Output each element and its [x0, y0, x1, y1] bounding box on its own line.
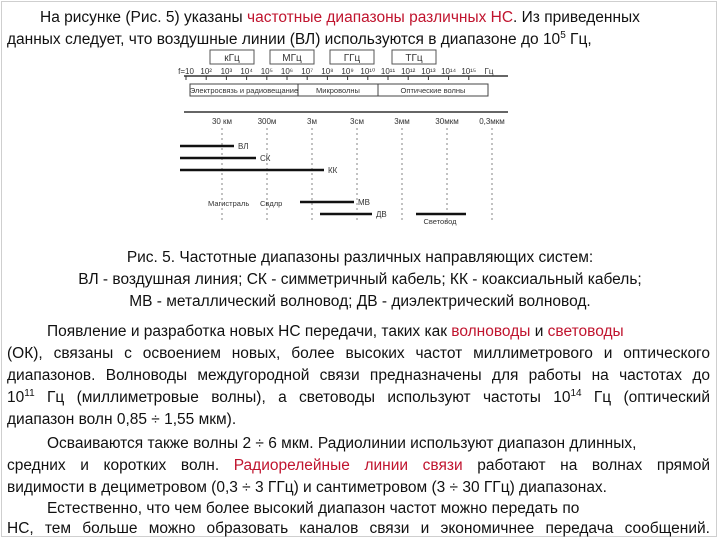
- frequency-tick-label: 10¹⁵: [461, 67, 477, 76]
- wavelength-tick-label: 0,3мкм: [479, 117, 505, 126]
- unit-ghz-label: ГГц: [343, 53, 361, 64]
- wavelength-tick-label: 30мкм: [435, 117, 459, 126]
- frequency-tick-label: 10⁵: [260, 67, 273, 76]
- unit-mhz-label: МГц: [282, 53, 302, 64]
- para1-line-3: диапазонов. Волноводы междугородной связи предназначены для работы на частотах до: [7, 367, 710, 384]
- system-label-dv: ДВ: [376, 210, 387, 219]
- frequency-tick-label: 10¹⁴: [441, 67, 457, 76]
- wavelength-tick-label: 30 км: [211, 117, 233, 126]
- para1-line-2: (ОК), связаны с освоением новых, более высоких частот миллиметрового и оптического: [7, 345, 710, 362]
- intro-text: На рисунке (Рис. 5) указаны: [40, 9, 248, 26]
- frequency-tick-label: 10⁴: [240, 67, 253, 76]
- bottom-label-2: Свдлр: [260, 199, 283, 208]
- para-text: работают на волнах прямой: [462, 457, 711, 474]
- figure-caption-line-1: Рис. 5. Частотные диапазоны различных направляющих систем:: [126, 249, 594, 266]
- system-label-vl: ВЛ: [238, 142, 249, 151]
- para1-line-5: диапазон волн 0,85 ÷ 1,55 мкм).: [7, 411, 237, 428]
- wavelength-tick-label: 3мм: [394, 117, 410, 126]
- system-label-kk: КК: [328, 166, 338, 175]
- para1-line-1: [47, 322, 624, 342]
- waveguides-link[interactable]: волноводы: [451, 323, 531, 340]
- intro-text: . Из приведенных: [513, 9, 640, 26]
- para-text: Появление и разработка новых НС передачи, таких как: [47, 323, 452, 340]
- para3-line-2: НС, тем больше можно образовать каналов связи и экономичнее передача сообщений.: [7, 520, 710, 537]
- frequency-tick-label: Гц: [484, 67, 494, 76]
- frequency-tick-label: 10¹¹: [380, 67, 396, 76]
- frequency-tick-label: 10⁹: [341, 67, 354, 76]
- para2-line-1: Осваиваются также волны 2 ÷ 6 мкм. Радиолинии используют диапазон длинных,: [47, 435, 637, 452]
- superscript: 5: [560, 30, 566, 41]
- system-label-sk: СК: [260, 154, 271, 163]
- frequency-tick-label: 10¹²: [401, 67, 416, 76]
- system-label-mv: МВ: [358, 198, 370, 207]
- para-text: и: [530, 323, 548, 340]
- para-text: Гц (оптический: [581, 389, 710, 406]
- frequency-tick-label: 10¹³: [421, 67, 436, 76]
- frequency-tick-label: 10⁶: [280, 67, 294, 76]
- para1-line-4: [7, 388, 710, 408]
- para-text: Гц (миллиметровые волны), а световоды используют частоты 10: [34, 389, 571, 406]
- frequency-tick-label: 10³: [220, 67, 233, 76]
- intro-text: Гц,: [565, 31, 592, 48]
- superscript: 11: [24, 388, 35, 399]
- unit-khz-label: кГц: [224, 53, 240, 64]
- frequency-tick-label: f=10: [178, 67, 194, 76]
- unit-thz-label: ТГц: [405, 53, 423, 64]
- radio-relay-link[interactable]: Радиорелейные линии связи: [233, 457, 463, 474]
- frequency-tick-label: 10¹⁰: [360, 67, 376, 76]
- intro-line-1: [40, 8, 640, 28]
- wavelength-tick-label: 300м: [257, 117, 277, 126]
- para3-line-1: Естественно, что чем более высокий диапазон частот можно передать по: [47, 500, 580, 517]
- intro-text: данных следует, что воздушные линии (ВЛ) используются в диапазоне до 10: [7, 31, 561, 48]
- band-microwave-label: Микроволны: [316, 86, 360, 95]
- superscript: 14: [570, 388, 582, 399]
- wavelength-tick-label: 3м: [307, 117, 317, 126]
- band-radio-label: Электросвязь и радиовещание: [189, 86, 299, 95]
- wavelength-tick-labels: [212, 117, 505, 126]
- figure-caption-line-3: МВ - металлический волновод; ДВ - диэлектрический волновод.: [129, 293, 591, 310]
- frequency-tick-labels: [178, 67, 494, 80]
- frequency-range-diagram: [170, 46, 515, 226]
- frequency-tick-label: 10⁸: [321, 67, 334, 76]
- band-optical-label: Оптические волны: [400, 86, 466, 95]
- para2-line-3: видимости в дециметровом (0,3 ÷ 3 ГГц) и сантиметровом (3 ÷ 30 ГГц) диапазонах.: [7, 479, 607, 496]
- frequency-ranges-link[interactable]: частотные диапазоны различных НС: [247, 9, 514, 26]
- figure-caption-line-2: ВЛ - воздушная линия; СК - симметричный кабель; КК - коаксиальный кабель;: [78, 271, 642, 288]
- para2-line-2: [7, 456, 710, 476]
- bottom-label-1: Магистраль: [208, 199, 250, 208]
- frequency-tick-label: 10²: [200, 67, 212, 76]
- frequency-unit-boxes: [210, 50, 436, 64]
- bottom-label-3: Световод: [423, 217, 457, 226]
- frequency-tick-label: 10⁷: [301, 67, 314, 76]
- para-text: средних и коротких волн.: [7, 457, 234, 474]
- wavelength-tick-label: 3см: [350, 117, 364, 126]
- para-text: 10: [7, 389, 25, 406]
- optical-fibers-link[interactable]: световоды: [547, 323, 624, 340]
